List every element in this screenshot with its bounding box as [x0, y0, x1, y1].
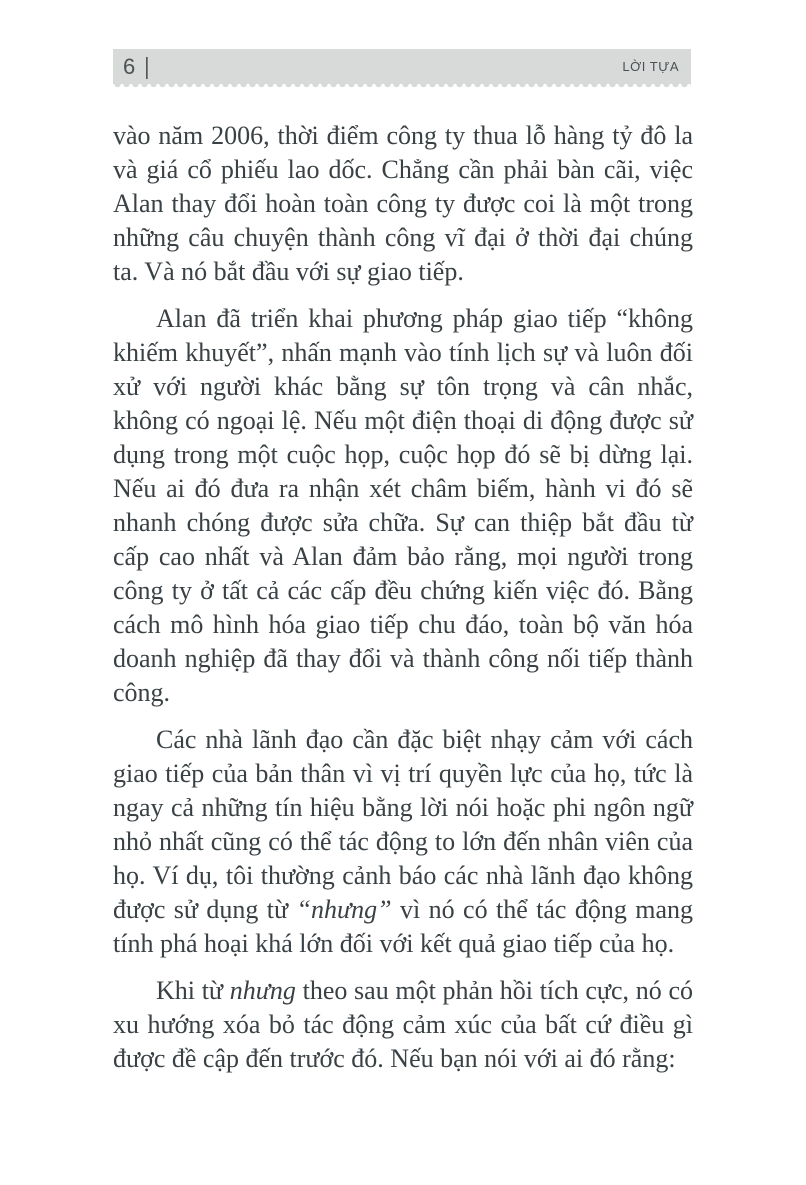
- body-paragraph: [113, 723, 693, 961]
- body-paragraph: [113, 119, 693, 289]
- page-header-bar: [113, 49, 691, 84]
- body-paragraph: [113, 302, 693, 710]
- section-title: LỜI TỰA: [622, 59, 679, 74]
- text-segment: Các nhà lãnh đạo cần đặc biệt nhạy cảm với cách giao tiếp của bản thân vì vị trí quyền lực của họ, tức là ngay cả những tín hiệu bằng lời nói hoặc phi ngôn ngữ nhỏ nhất cũng có thể tác động to lớn đến nhân viên của họ. Ví dụ, tôi thường cảnh báo các nhà lãnh đạo không được sử dụng từ: [113, 725, 693, 924]
- page-number-group: [123, 53, 150, 80]
- italic-text-segment: nhưng: [229, 976, 296, 1005]
- body-text: [113, 119, 693, 1089]
- page-number: 6: [123, 53, 136, 79]
- text-segment: Alan đã triển khai phương pháp giao tiếp “không khiếm khuyết”, nhấn mạnh vào tính lịch sự và luôn đối xử với người khác bằng sự tôn trọng và cân nhắc, không có ngoại lệ. Nếu một điện thoại di động được sử dụng trong một cuộc họp, cuộc họp đó sẽ bị dừng lại. Nếu ai đó đưa ra nhận xét châm biếm, hành vi đó sẽ nhanh chóng được sửa chữa. Sự can thiệp bắt đầu từ cấp cao nhất và Alan đảm bảo rằng, mọi người trong công ty ở tất cả các cấp đều chứng kiến việc đó. Bằng cách mô hình hóa giao tiếp chu đáo, toàn bộ văn hóa doanh nghiệp đã thay đổi và thành công nối tiếp thành công.: [113, 304, 693, 707]
- page-number-separator: |: [144, 53, 150, 80]
- text-segment: Khi từ: [156, 976, 230, 1005]
- scalloped-edge: [113, 84, 691, 89]
- text-segment: theo sau một phản hồi tích cực, nó có xu hướng xóa bỏ tác động cảm xúc của bất cứ điều gì được đề cập đến trước đó. Nếu bạn nói với ai đó rằng:: [113, 976, 693, 1073]
- italic-text-segment: “nhưng”: [296, 895, 392, 924]
- text-segment: vì nó có thể tác động mang tính phá hoại khá lớn đối với kết quả giao tiếp của họ.: [113, 895, 693, 958]
- text-segment: vào năm 2006, thời điểm công ty thua lỗ hàng tỷ đô la và giá cổ phiếu lao dốc. Chẳng cần phải bàn cãi, việc Alan thay đổi hoàn toàn công ty được coi là một trong những câu chuyện thành công vĩ đại ở thời đại chúng ta. Và nó bắt đầu với sự giao tiếp.: [113, 121, 693, 286]
- body-paragraph: [113, 974, 693, 1076]
